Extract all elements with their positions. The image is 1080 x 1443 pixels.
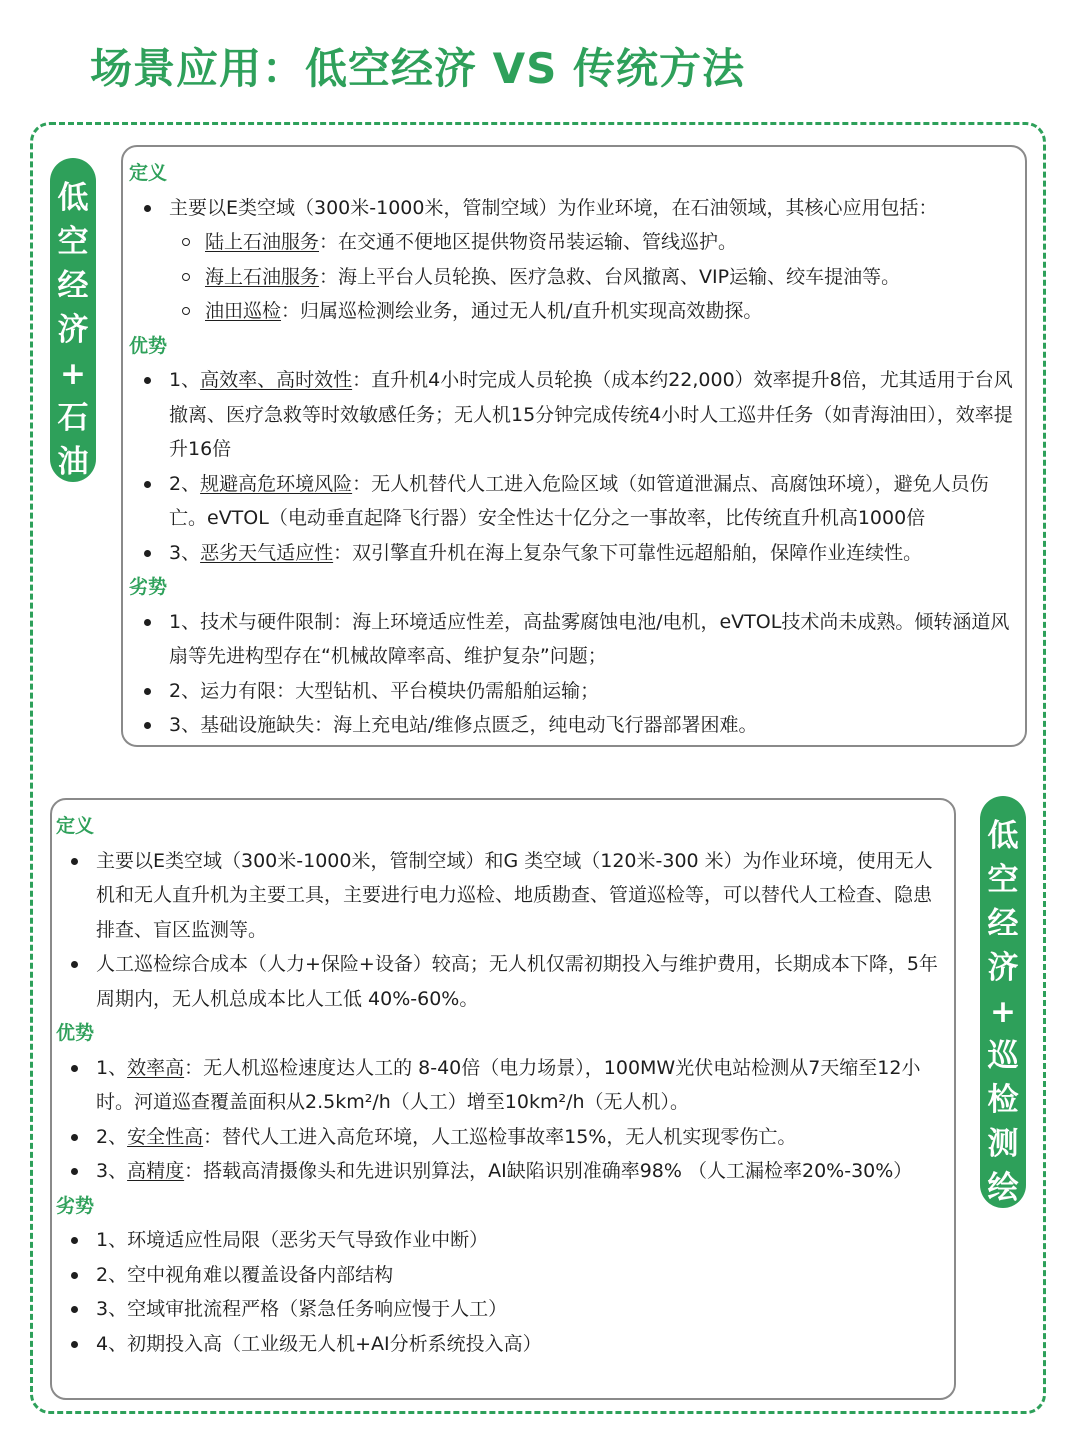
disadvantages-heading: 劣势 (129, 576, 168, 598)
page-title: 场景应用：低空经济 VS 传统方法 (90, 44, 745, 93)
tab-char: 济 (987, 950, 1019, 986)
definition-heading: 定义 (56, 815, 95, 837)
tab-char: 空 (987, 862, 1019, 898)
tab-char: 经 (57, 268, 89, 304)
list-item: 3、恶劣天气适应性：双引擎直升机在海上复杂气象下可靠性远超船舶，保障作业连续性。 (129, 536, 1015, 571)
definition-heading: 定义 (129, 162, 168, 184)
tab-char: 巡 (987, 1038, 1019, 1074)
tab-char: 经 (987, 906, 1019, 942)
sub-list-item: 陆上石油服务：在交通不便地区提供物资吊装运输、管线巡护。 (129, 225, 1015, 260)
tab-inspection-label (980, 796, 1026, 1208)
tab-char: 测 (987, 1126, 1019, 1162)
list-item: 2、规避高危环境风险：无人机替代人工进入危险区域（如管道泄漏点、高腐蚀环境），避免人员伤亡。eVTOL（电动垂直起降飞行器）安全性达十亿分之一事故率，比传统直升机高1000倍 (129, 467, 1015, 536)
advantages-heading: 优势 (56, 1022, 95, 1044)
term: 高效率、高时效性 (200, 369, 353, 391)
term: 规避高危环境风险 (200, 472, 353, 495)
tab-char: 绘 (987, 1170, 1019, 1206)
advantages-heading: 优势 (129, 334, 168, 357)
list-item: 1、高效率、高时效性：直升机4小时完成人员轮换（成本约22,000）效率提升8倍，尤其适用于台风撤离、医疗急救等时效敏感任务；无人机15分钟完成传统4小时人工巡井任务（如青海油田），效率提升16倍 (129, 363, 1015, 467)
tab-char: 检 (987, 1082, 1019, 1118)
term: 恶劣天气适应性 (200, 541, 334, 564)
list-item: 3、高精度：搭载高清摄像头和先进识别算法，AI缺陷识别准确率98% （人工漏检率20%-30%） (56, 1154, 940, 1189)
list-item: 4、初期投入高（工业级无人机+AI分析系统投入高） (56, 1327, 940, 1362)
sub-list-item: 海上石油服务：海上平台人员轮换、医疗急救、台风撤离、VIP运输、绞车提油等。 (129, 260, 1015, 295)
tab-oil-label (50, 158, 96, 482)
oil-card (121, 145, 1027, 747)
term: 油田巡检 (205, 300, 282, 322)
list-item: 1、效率高：无人机巡检速度达人工的 8-40倍（电力场景），100MW光伏电站检测从7天缩至12小时。河道巡查覆盖面积从2.5km²/h（人工）增至10km²/h（无人机）。 (56, 1051, 940, 1120)
disadvantages-heading: 劣势 (56, 1194, 95, 1217)
list-item: 1、环境适应性局限（恶劣天气导致作业中断） (56, 1223, 940, 1258)
list-item: 3、基础设施缺失：海上充电站/维修点匮乏，纯电动飞行器部署困难。 (129, 708, 1015, 743)
term: 效率高 (127, 1056, 185, 1079)
list-item: 1、技术与硬件限制：海上环境适应性差，高盐雾腐蚀电池/电机，eVTOL技术尚未成熟。倾转涵道风扇等先进构型存在“机械故障率高、维护复杂”问题； (129, 605, 1015, 674)
inspection-card (50, 798, 956, 1400)
term: 海上石油服务 (205, 265, 320, 288)
sub-list-item: 油田巡检：归属巡检测绘业务，通过无人机/直升机实现高效勘探。 (129, 294, 1015, 329)
tab-char: + (60, 356, 86, 392)
list-item: 2、空中视角难以覆盖设备内部结构 (56, 1258, 940, 1293)
term: 安全性高 (127, 1125, 204, 1148)
tab-char: 低 (57, 180, 89, 216)
tab-char: 空 (57, 224, 89, 260)
tab-char: 油 (57, 444, 89, 480)
list-item: 2、安全性高：替代人工进入高危环境，人工巡检事故率15%，无人机实现零伤亡。 (56, 1120, 940, 1155)
term: 高精度 (127, 1160, 185, 1182)
tab-char: + (990, 994, 1016, 1030)
tab-char: 低 (987, 818, 1019, 854)
list-item: 人工巡检综合成本（人力+保险+设备）较高；无人机仅需初期投入与维护费用，长期成本下降，5年周期内，无人机总成本比人工低 40%-60%。 (56, 947, 940, 1016)
tab-char: 济 (57, 312, 89, 348)
list-item: 2、运力有限：大型钻机、平台模块仍需船舶运输； (129, 674, 1015, 709)
term: 陆上石油服务 (205, 231, 320, 253)
list-item: 3、空域审批流程严格（紧急任务响应慢于人工） (56, 1292, 940, 1327)
tab-char: 石 (57, 400, 89, 436)
list-item: 主要以E类空域（300米-1000米，管制空域）为作业环境，在石油领域，其核心应用包括： (129, 191, 1015, 226)
list-item: 主要以E类空域（300米-1000米，管制空域）和G 类空域（120米-300 米）为作业环境，使用无人机和无人直升机为主要工具，主要进行电力巡检、地质勘查、管道巡检等，可以替代人工检查、隐患排查、盲区监测等。 (56, 844, 940, 948)
